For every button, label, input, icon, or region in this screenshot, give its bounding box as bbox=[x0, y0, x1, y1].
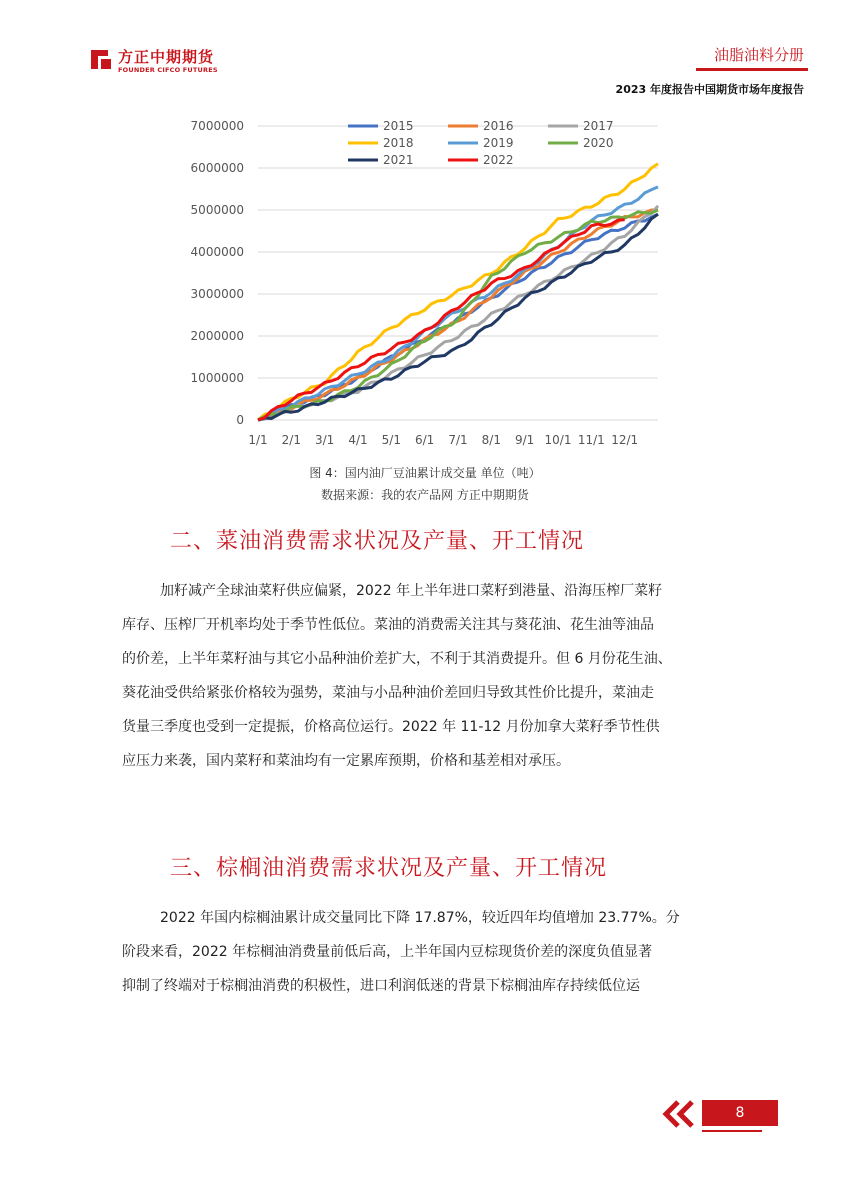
x-tick-label: 10/1 bbox=[544, 433, 572, 447]
paragraph-line: 应压力来袭，国内菜籽和菜油均有一定累库预期，价格和基差相对承压。 bbox=[122, 753, 570, 769]
legend-label: 2022 bbox=[483, 153, 514, 167]
section-heading-rapeseed: 二、菜油消费需求状况及产量、开工情况 bbox=[170, 529, 585, 554]
logo-cn-text: 方正中期期货 bbox=[118, 48, 215, 66]
page-number: 8 bbox=[702, 1100, 778, 1126]
series-line-2022 bbox=[258, 220, 625, 420]
x-tick-label: 5/1 bbox=[381, 433, 401, 447]
y-tick-label: 5000000 bbox=[190, 203, 244, 217]
footer-rule bbox=[702, 1130, 762, 1132]
section-tag: 油脂油料分册 bbox=[713, 46, 804, 64]
section-body-rapeseed bbox=[122, 574, 732, 778]
x-tick-label: 1/1 bbox=[248, 433, 268, 447]
paragraph-line: 货量三季度也受到一定提振，价格高位运行。2022 年 11-12 月份加拿大菜籽季节性供 bbox=[122, 719, 660, 735]
paragraph-line: 抑制了终端对于棕榈油消费的积极性，进口利润低迷的背景下棕榈油库存持续低位运 bbox=[122, 978, 640, 994]
legend-label: 2015 bbox=[383, 119, 414, 133]
legend-label: 2017 bbox=[583, 119, 614, 133]
x-tick-label: 7/1 bbox=[448, 433, 468, 447]
paragraph-line: 2022 年国内棕榈油累计成交量同比下降 17.87%，较近四年均值增加 23.77%。分 bbox=[160, 910, 680, 926]
legend-label: 2018 bbox=[383, 136, 414, 150]
paragraph-line: 加籽减产全球油菜籽供应偏紧，2022 年上半年进口菜籽到港量、沿海压榨厂菜籽 bbox=[160, 583, 663, 599]
y-tick-label: 4000000 bbox=[190, 245, 244, 259]
paragraph-line: 葵花油受供给紧张价格较为强势，菜油与小品种油价差回归导致其性价比提升，菜油走 bbox=[122, 685, 654, 701]
x-tick-label: 4/1 bbox=[348, 433, 368, 447]
soybean-oil-cumulative-volume-chart bbox=[180, 110, 680, 455]
company-logo bbox=[88, 46, 218, 76]
x-tick-label: 11/1 bbox=[577, 433, 605, 447]
legend-label: 2016 bbox=[483, 119, 514, 133]
y-tick-label: 1000000 bbox=[190, 371, 244, 385]
x-tick-label: 3/1 bbox=[315, 433, 335, 447]
y-tick-label: 6000000 bbox=[190, 161, 244, 175]
legend-label: 2020 bbox=[583, 136, 614, 150]
founder-logo-icon bbox=[88, 46, 114, 72]
chevron-left-icon bbox=[660, 1100, 700, 1130]
header-rule bbox=[696, 68, 808, 71]
report-title: 2023 年度报告中国期货市场年度报告 bbox=[615, 83, 804, 96]
paragraph-line: 库存、压榨厂开机率均处于季节性低位。菜油的消费需关注其与葵花油、花生油等油品 bbox=[122, 617, 654, 633]
section-heading-palm: 三、棕榈油消费需求状况及产量、开工情况 bbox=[170, 856, 608, 881]
x-tick-label: 6/1 bbox=[415, 433, 435, 447]
y-tick-label: 2000000 bbox=[190, 329, 244, 343]
legend-label: 2021 bbox=[383, 153, 414, 167]
x-tick-label: 9/1 bbox=[515, 433, 535, 447]
figure-caption: 图 4：国内油厂豆油累计成交量 单位（吨） bbox=[309, 466, 541, 480]
series-line-2018 bbox=[258, 164, 658, 420]
x-tick-label: 2/1 bbox=[281, 433, 301, 447]
figure-source: 数据来源：我的农产品网 方正中期期货 bbox=[321, 488, 529, 502]
y-tick-label: 0 bbox=[236, 413, 244, 427]
y-tick-label: 7000000 bbox=[190, 119, 244, 133]
paragraph-line: 阶段来看，2022 年棕榈油消费量前低后高，上半年国内豆棕现货价差的深度负值显著 bbox=[122, 944, 653, 960]
y-tick-label: 3000000 bbox=[190, 287, 244, 301]
logo-en-text: FOUNDER CIFCO FUTURES bbox=[118, 66, 218, 74]
x-tick-label: 8/1 bbox=[481, 433, 501, 447]
x-tick-label: 12/1 bbox=[611, 433, 639, 447]
paragraph-line: 的价差，上半年菜籽油与其它小品种油价差扩大，不利于其消费提升。但 6 月份花生油、 bbox=[122, 651, 672, 667]
legend-label: 2019 bbox=[483, 136, 514, 150]
section-body-palm bbox=[122, 901, 732, 1003]
